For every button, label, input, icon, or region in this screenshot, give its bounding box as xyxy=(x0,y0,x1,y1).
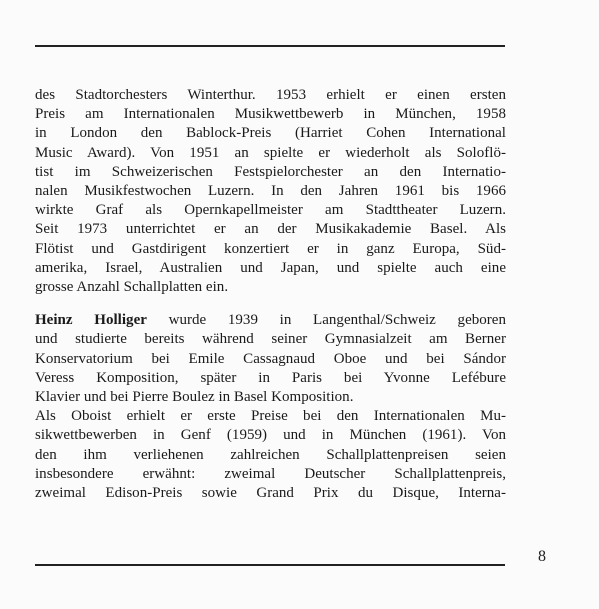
text-line: Klavier und bei Pierre Boulez in Basel Komposition. xyxy=(35,389,354,406)
text-line: sikwettbewerben in Genf (1959) und in München (1961). Von xyxy=(35,427,506,444)
text-line: Seit 1973 unterrichtet er an der Musikakademie Basel. Als xyxy=(35,221,506,238)
page-number: 8 xyxy=(538,548,546,565)
paragraph-holliger-biography xyxy=(35,311,506,407)
person-name: Heinz Holliger xyxy=(35,312,147,329)
top-rule xyxy=(35,45,505,47)
text-line: insbesondere erwähnt: zweimal Deutscher Schallplattenpreis, xyxy=(35,465,506,482)
text-line: den ihm verliehenen zahlreichen Schallplattenpreisen seien xyxy=(35,446,506,463)
text-line: Preis am Internationalen Musikwettbewerb in München, 1958 xyxy=(35,106,506,123)
text-line: amerika, Israel, Australien und Japan, und spielte auch eine xyxy=(35,259,506,276)
text-line: und studierte bereits während seiner Gymnasialzeit am Berner xyxy=(35,331,506,348)
paragraph-graf-biography xyxy=(35,86,506,297)
text-line: nalen Musikfestwochen Luzern. In den Jahren 1961 bis 1966 xyxy=(35,183,506,200)
text-line-rest: wurde 1939 in Langenthal/Schweiz geboren xyxy=(146,312,506,329)
body-text xyxy=(35,86,506,503)
bottom-rule xyxy=(35,564,505,566)
text-line: Als Oboist erhielt er erste Preise bei den Internationalen Mu- xyxy=(35,408,506,425)
text-line: Flötist und Gastdirigent konzertiert er in ganz Europa, Süd- xyxy=(35,240,506,257)
text-line: wirkte Graf als Opernkapellmeister am Stadttheater Luzern. xyxy=(35,202,506,219)
text-line: Veress Komposition, später in Paris bei Yvonne Lefébure xyxy=(35,369,506,386)
text-line: grosse Anzahl Schallplatten ein. xyxy=(35,279,229,296)
text-line: zweimal Edison-Preis sowie Grand Prix du Disque, Interna- xyxy=(35,485,506,502)
text-line: des Stadtorchesters Winterthur. 1953 erhielt er einen ersten xyxy=(35,87,506,103)
text-line: in London den Bablock-Preis (Harriet Cohen International xyxy=(35,125,506,142)
paragraph-holliger-awards xyxy=(35,407,506,503)
text-line: Music Award). Von 1951 an spielte er wiederholt als Soloflö- xyxy=(35,144,506,161)
text-line: tist im Schweizerischen Festspielorchester an den Internatio- xyxy=(35,163,506,180)
text-line xyxy=(35,311,506,330)
text-line: Konservatorium bei Emile Cassagnaud Oboe und bei Sándor xyxy=(35,350,506,367)
